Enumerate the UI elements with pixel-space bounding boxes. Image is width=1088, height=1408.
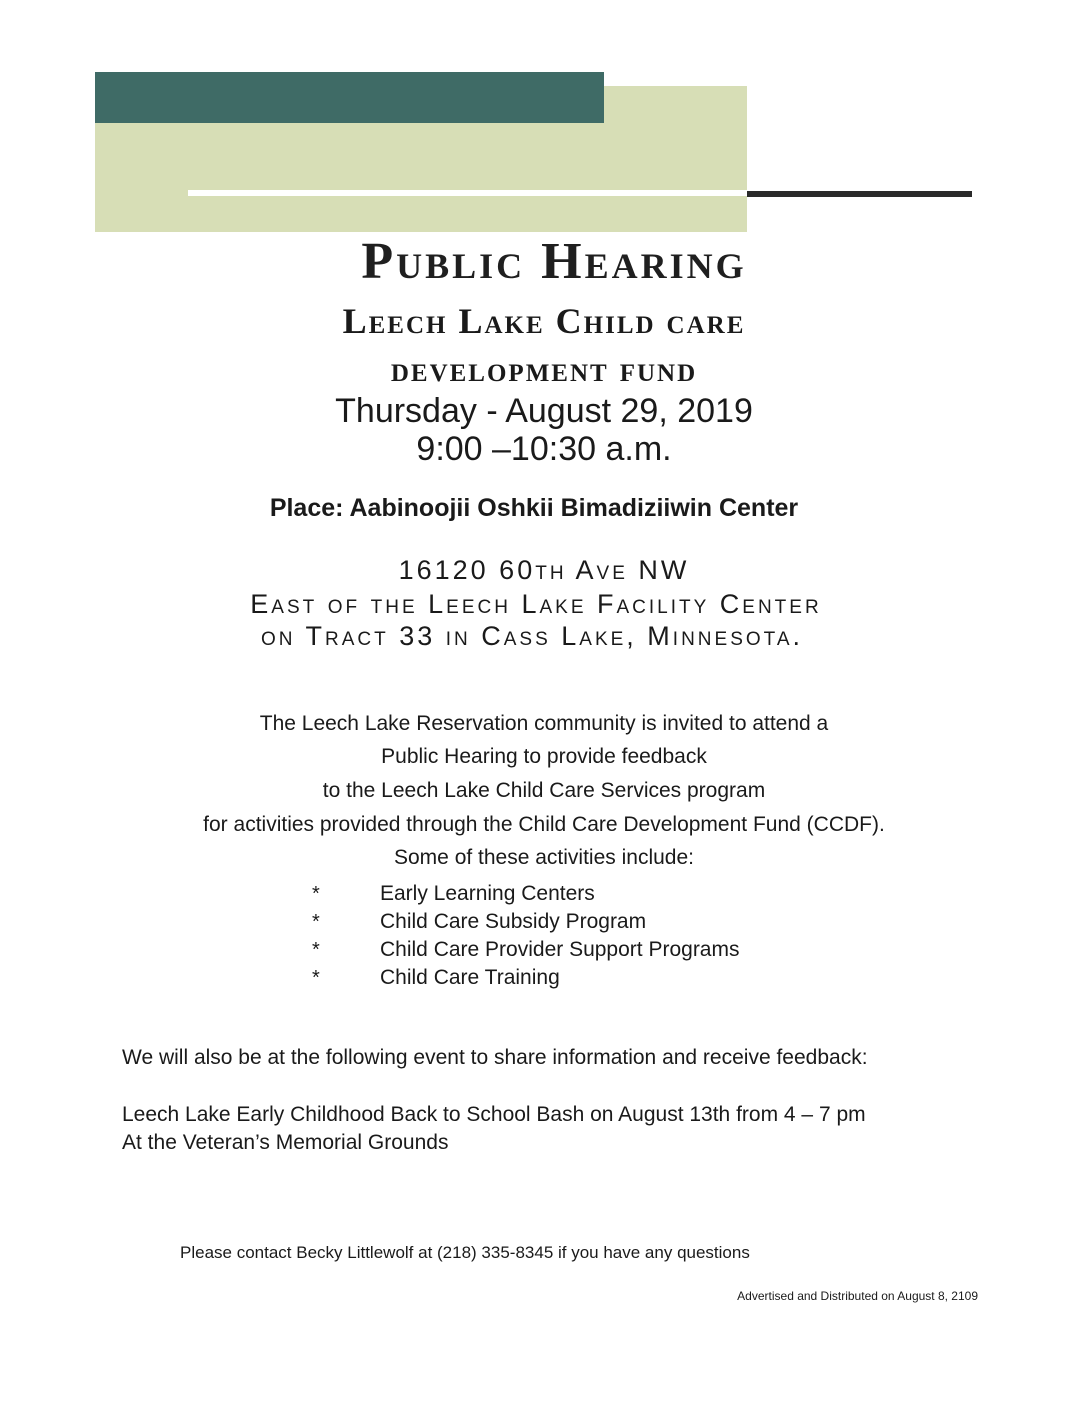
asterisk-icon: * bbox=[312, 966, 320, 989]
activity-label: Child Care Provider Support Programs bbox=[380, 938, 740, 961]
asterisk-icon: * bbox=[312, 938, 320, 961]
event-line-2: At the Veteran’s Memorial Grounds bbox=[122, 1131, 449, 1154]
hearing-place: Place: Aabinoojii Oshkii Bimadiziiwin Center bbox=[269, 494, 799, 522]
invitation-line-5: Some of these activities include: bbox=[394, 846, 694, 869]
asterisk-icon: * bbox=[312, 882, 320, 905]
hearing-date: Thursday - August 29, 2019 bbox=[335, 392, 753, 430]
activity-label: Child Care Subsidy Program bbox=[380, 910, 647, 933]
header-band-dark bbox=[95, 72, 604, 123]
advertised-note: Advertised and Distributed on August 8, 2109 bbox=[737, 1289, 978, 1303]
hearing-time: 9:00 –10:30 a.m. bbox=[416, 430, 672, 468]
activities-list bbox=[312, 880, 739, 992]
header-black-rule bbox=[747, 191, 972, 197]
invitation-line-3: to the Leech Lake Child Care Services program bbox=[322, 779, 766, 802]
invitation-line-4: for activities provided through the Child Care Development Fund (CCDF). bbox=[203, 813, 885, 836]
list-item bbox=[312, 908, 739, 936]
address-line-3: on Tract 33 in Cass Lake, Minnesota. bbox=[260, 621, 804, 651]
activity-label: Child Care Training bbox=[380, 966, 560, 989]
also-statement: We will also be at the following event to share information and receive feedback: bbox=[122, 1046, 868, 1069]
address-line-2: East of the Leech Lake Facility Center bbox=[250, 589, 822, 619]
address-line-1: 16120 60th Ave NW bbox=[398, 555, 690, 585]
activity-label: Early Learning Centers bbox=[380, 882, 595, 905]
subtitle-line-1: Leech Lake Child care bbox=[342, 301, 746, 341]
list-item bbox=[312, 936, 739, 964]
event-line-1: Leech Lake Early Childhood Back to School Bash on August 13th from 4 – 7 pm bbox=[122, 1103, 866, 1126]
page-title: Public Hearing bbox=[361, 233, 747, 290]
invitation-line-1: The Leech Lake Reservation community is invited to attend a bbox=[259, 712, 829, 735]
subtitle-line-2: development fund bbox=[390, 349, 698, 389]
list-item bbox=[312, 964, 739, 992]
invitation-line-2: Public Hearing to provide feedback bbox=[381, 745, 707, 768]
contact-line: Please contact Becky Littlewolf at (218) 335-8345 if you have any questions bbox=[180, 1243, 750, 1262]
asterisk-icon: * bbox=[312, 910, 320, 933]
list-item bbox=[312, 880, 739, 908]
header-white-rule bbox=[188, 190, 747, 196]
